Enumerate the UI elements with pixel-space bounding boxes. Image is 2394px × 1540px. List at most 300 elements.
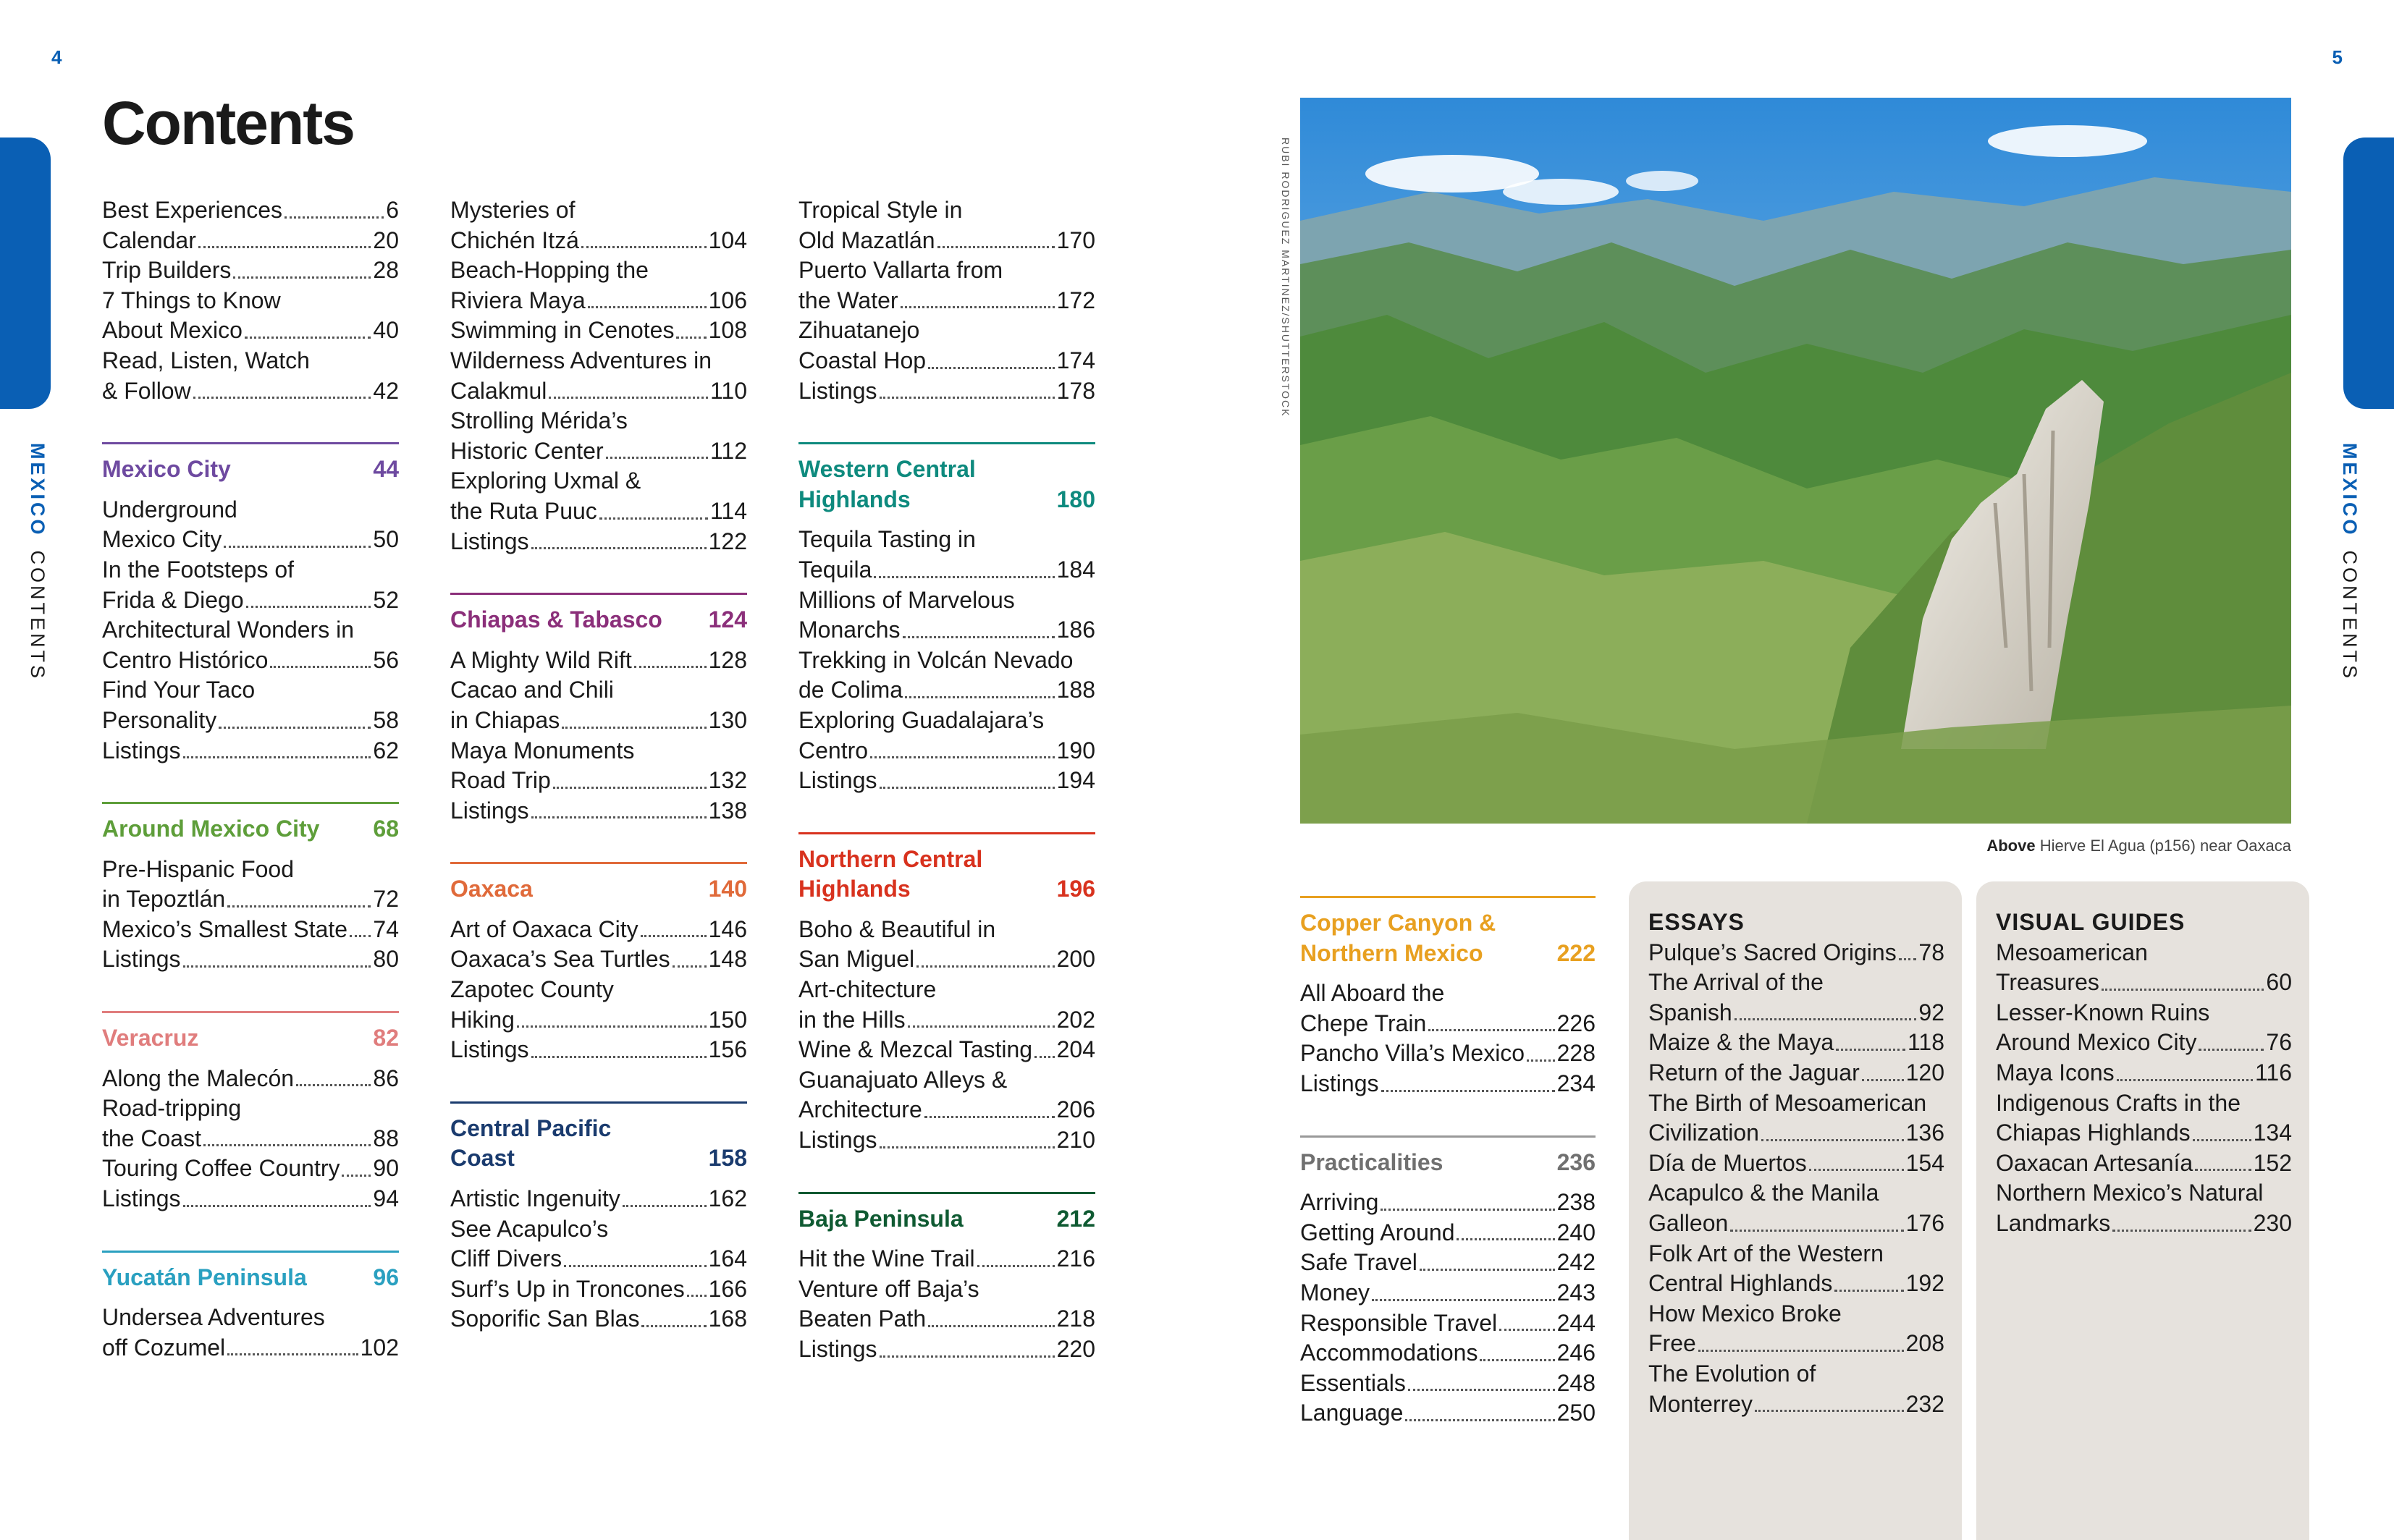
toc-entry-line: Mesoamerican	[1996, 939, 2148, 965]
side-running-head-left: MEXICOCONTENTS	[27, 443, 49, 682]
toc-entry-title: Essentials	[1300, 1369, 1406, 1396]
toc-entry-page: 192	[1905, 1270, 1944, 1297]
toc-entry-line: Underground	[102, 496, 237, 522]
toc-entry-list	[450, 1184, 747, 1334]
section-heading[interactable]: Chiapas & Tabasco 124	[450, 606, 747, 633]
toc-entry[interactable]	[102, 1154, 399, 1184]
toc-entry-page: 78	[1918, 939, 1944, 965]
toc-entry[interactable]	[102, 195, 399, 226]
toc-entry[interactable]	[798, 376, 1095, 407]
toc-entry[interactable]	[1300, 1248, 1596, 1278]
toc-entry-title: Pancho Villa’s Mexico	[1300, 1040, 1525, 1067]
section-copper-canyon	[1300, 896, 1596, 1099]
toc-entry-title: Listings	[102, 737, 181, 763]
toc-entry[interactable]	[450, 1244, 747, 1274]
toc-entry[interactable]	[102, 1064, 399, 1094]
section-heading[interactable]: Mexico City 44	[102, 456, 399, 483]
toc-entry-title: Money	[1300, 1279, 1370, 1306]
toc-entry[interactable]	[798, 1095, 1095, 1125]
toc-entry-page: 102	[360, 1334, 399, 1361]
dot-leader	[588, 306, 707, 308]
toc-entry[interactable]	[102, 706, 399, 736]
toc-entry-title: off Cozumel	[102, 1334, 226, 1361]
toc-entry-page: 186	[1056, 617, 1095, 643]
dot-leader	[1730, 1230, 1903, 1232]
toc-entry[interactable]	[102, 255, 399, 286]
dot-leader	[1034, 1056, 1055, 1058]
toc-entry-title: Chichén Itzá	[450, 227, 579, 253]
toc-entry-title: Oaxaca’s Sea Turtles	[450, 946, 670, 973]
toc-entry[interactable]	[1648, 998, 1944, 1028]
toc-entry-page: 244	[1556, 1309, 1596, 1336]
toc-entry-title: Road Trip	[450, 767, 551, 794]
dot-leader	[687, 1295, 707, 1297]
toc-entry[interactable]	[1300, 1278, 1596, 1308]
toc-entry-title: Listings	[798, 1127, 877, 1154]
dot-leader	[880, 1146, 1055, 1148]
dot-leader	[562, 727, 706, 729]
toc-entry-title: Landmarks	[1996, 1209, 2111, 1236]
toc-entry[interactable]	[102, 376, 399, 407]
toc-entry-title: Architecture	[798, 1096, 922, 1123]
toc-entry-page: 234	[1556, 1070, 1596, 1096]
toc-entry-page: 104	[708, 227, 747, 253]
toc-column-1	[102, 195, 399, 1363]
toc-entry[interactable]	[1300, 1038, 1596, 1069]
toc-entry-page: 184	[1056, 556, 1095, 583]
toc-entry-page: 138	[708, 797, 747, 824]
toc-entry[interactable]	[1300, 1308, 1596, 1339]
toc-entry[interactable]	[1300, 1218, 1596, 1248]
dot-leader	[183, 756, 371, 758]
toc-entry-title: Best Experiences	[102, 197, 283, 223]
toc-entry-title: Around Mexico City	[1996, 1029, 2197, 1056]
toc-entry-title: Galleon	[1648, 1209, 1729, 1236]
toc-entry[interactable]	[798, 615, 1095, 646]
toc-entry[interactable]	[450, 915, 747, 945]
toc-entry-title: Wine & Mezcal Tasting	[798, 1036, 1033, 1063]
toc-entry-page: 166	[708, 1275, 747, 1302]
toc-entry-title: in Tepoztlán	[102, 886, 226, 913]
dot-leader	[928, 367, 1055, 369]
toc-entry[interactable]	[102, 736, 399, 766]
dot-leader	[928, 1325, 1054, 1327]
toc-entry[interactable]	[1300, 1338, 1596, 1368]
toc-entry[interactable]	[450, 286, 747, 316]
toc-entry-line: Lesser-Known Ruins	[1996, 999, 2210, 1025]
toc-entry-page: 216	[1056, 1245, 1095, 1272]
section-baja-peninsula	[798, 1192, 1095, 1365]
toc-entry[interactable]	[102, 1333, 399, 1363]
toc-entry-page: 194	[1056, 767, 1095, 794]
toc-entry[interactable]	[450, 226, 747, 256]
toc-entry-title: Swimming in Cenotes	[450, 317, 675, 344]
toc-entry-title: Monterrey	[1648, 1390, 1753, 1417]
toc-entry-title: & Follow	[102, 377, 191, 404]
toc-entry-page: 90	[373, 1155, 399, 1182]
dot-leader	[1862, 1079, 1904, 1081]
dot-leader	[517, 1025, 707, 1028]
toc-entry-line: The Birth of Mesoamerican	[1648, 1089, 1927, 1116]
toc-entry[interactable]	[450, 944, 747, 975]
dot-leader	[676, 337, 706, 339]
toc-entry-page: 134	[2253, 1120, 2292, 1146]
toc-entry-line: Mysteries of	[450, 197, 576, 223]
toc-entry-line: Pre-Hispanic Food	[102, 855, 294, 882]
dot-leader	[1834, 1290, 1903, 1292]
dot-leader	[1420, 1269, 1555, 1271]
section-practicalities	[1300, 1135, 1596, 1429]
section-yucatan-peninsula	[102, 1251, 399, 1363]
dot-leader	[880, 787, 1055, 789]
toc-entry[interactable]	[1300, 1398, 1596, 1429]
toc-entry[interactable]	[798, 1334, 1095, 1365]
dot-leader	[342, 1175, 371, 1177]
dot-leader	[908, 1025, 1055, 1028]
dot-leader	[549, 397, 708, 399]
toc-entry-line: The Evolution of	[1648, 1360, 1816, 1387]
toc-entry[interactable]	[798, 1304, 1095, 1334]
toc-entry-title: Día de Muertos	[1648, 1149, 1807, 1176]
toc-entry-title: Listings	[798, 377, 877, 404]
section-oaxaca	[450, 862, 747, 1065]
toc-entry-line: Zihuatanejo	[798, 317, 920, 344]
toc-entry[interactable]	[102, 525, 399, 555]
toc-entry[interactable]	[450, 1035, 747, 1065]
toc-entry[interactable]	[1300, 1009, 1596, 1039]
toc-entry-page: 112	[709, 437, 747, 464]
dot-leader	[219, 727, 371, 729]
section-heading[interactable]: Western Central Highlands 180	[798, 456, 1095, 512]
toc-entry-list	[798, 1244, 1095, 1364]
toc-entry-line: Tequila Tasting in	[798, 526, 976, 553]
toc-entry[interactable]	[798, 1125, 1095, 1156]
toc-entry-page: 40	[373, 317, 399, 344]
toc-entry-page: 106	[708, 287, 747, 313]
toc-entry[interactable]	[1996, 1209, 2292, 1239]
toc-entry-title: Language	[1300, 1400, 1404, 1426]
toc-entry[interactable]	[102, 884, 399, 915]
toc-entry-line: The Arrival of the	[1648, 969, 1824, 996]
toc-entry[interactable]	[450, 316, 747, 346]
toc-entry[interactable]	[798, 1035, 1095, 1065]
toc-entry-title: in the Hills	[798, 1006, 906, 1033]
toc-entry-title: Pulque’s Sacred Origins	[1648, 939, 1897, 965]
toc-entry[interactable]	[798, 944, 1095, 975]
toc-entry[interactable]	[1648, 1148, 1944, 1179]
toc-entry-page: 220	[1056, 1336, 1095, 1362]
dot-leader	[599, 517, 708, 520]
toc-entry-page: 178	[1056, 377, 1095, 404]
toc-entry-title: Trip Builders	[102, 257, 232, 284]
toc-entry-title: Arriving	[1300, 1189, 1379, 1216]
toc-entry-page: 226	[1556, 1010, 1596, 1036]
toc-entry[interactable]	[450, 646, 747, 676]
toc-entry-list	[1996, 938, 2292, 1239]
toc-entry[interactable]	[1996, 1118, 2292, 1148]
toc-column-2	[450, 195, 747, 1334]
toc-entry-title: Listings	[798, 1336, 877, 1362]
toc-entry-title: Mexico City	[102, 526, 222, 553]
toc-entry-list	[102, 495, 399, 766]
toc-entry[interactable]	[1300, 1069, 1596, 1099]
dot-leader	[641, 935, 707, 937]
toc-entry[interactable]	[798, 675, 1095, 706]
dot-leader	[1527, 1059, 1555, 1062]
dot-leader	[245, 337, 371, 339]
section-northern-central-highlands	[798, 832, 1095, 1156]
dot-leader	[227, 905, 371, 908]
toc-entry-page: 188	[1056, 677, 1095, 703]
toc-entry[interactable]	[1648, 1389, 1944, 1420]
dot-leader	[1809, 1169, 1904, 1171]
toc-entry-list	[798, 195, 1095, 406]
photo-credit: RUBI RODRIGUEZ MARTINEZ/SHUTTERSTOCK	[1280, 138, 1291, 418]
toc-entry-title: Listings	[102, 1185, 181, 1212]
toc-entry[interactable]	[450, 376, 747, 407]
section-heading[interactable]: Practicalities 236	[1300, 1148, 1596, 1175]
toc-entry-page: 164	[708, 1245, 747, 1272]
toc-entry-title: Getting Around	[1300, 1219, 1455, 1245]
section-heading[interactable]: Around Mexico City 68	[102, 816, 399, 842]
toc-entry-title: A Mighty Wild Rift	[450, 646, 632, 673]
section-heading[interactable]: Oaxaca 140	[450, 876, 747, 902]
dot-leader	[531, 1056, 707, 1058]
toc-entry-page: 6	[386, 197, 399, 223]
toc-entry-title: Listings	[450, 528, 529, 554]
toc-entry[interactable]	[450, 496, 747, 527]
toc-entry-title: Calakmul	[450, 377, 547, 404]
toc-column-4	[1300, 860, 1596, 1429]
toc-entry-page: 86	[373, 1065, 399, 1091]
toc-entry[interactable]	[102, 915, 399, 945]
toc-entry-title: Return of the Jaguar	[1648, 1059, 1860, 1086]
toc-entry[interactable]	[450, 1005, 747, 1036]
toc-entry-title: Listings	[1300, 1070, 1379, 1096]
dot-leader	[874, 576, 1054, 578]
toc-entry[interactable]	[798, 1244, 1095, 1274]
essays-title: ESSAYS	[1648, 909, 1745, 935]
dot-leader	[1428, 1029, 1554, 1031]
toc-entry-title: Coastal Hop	[798, 347, 927, 373]
dot-leader	[623, 1205, 707, 1207]
visual-guides-title: VISUAL GUIDES	[1996, 909, 2186, 935]
toc-entry-page: 230	[2253, 1209, 2292, 1236]
section-heading[interactable]: Central Pacific Coast 158	[450, 1114, 747, 1172]
toc-entry-line: Trekking in Volcán Nevado	[798, 646, 1074, 673]
toc-entry-page: 154	[1905, 1149, 1944, 1176]
toc-entry[interactable]	[1648, 1329, 1944, 1359]
page-title: Contents	[102, 89, 354, 157]
toc-entry[interactable]	[102, 944, 399, 975]
toc-entry-page: 52	[373, 586, 399, 613]
toc-entry[interactable]	[450, 1274, 747, 1305]
dot-leader	[1381, 1209, 1554, 1211]
toc-entry[interactable]	[450, 1184, 747, 1214]
toc-entry[interactable]	[102, 316, 399, 346]
toc-entry-list	[1300, 978, 1596, 1099]
toc-entry-page: 120	[1905, 1059, 1944, 1086]
dot-leader	[634, 666, 707, 668]
section-heading[interactable]: Baja Peninsula 212	[798, 1205, 1095, 1232]
toc-entry[interactable]	[1996, 1028, 2292, 1058]
toc-entry[interactable]	[102, 1184, 399, 1214]
dot-leader	[564, 1265, 707, 1267]
dot-leader	[227, 1353, 358, 1355]
toc-entry-page: 50	[373, 526, 399, 553]
toc-entry-title: Touring Coffee Country	[102, 1155, 340, 1182]
toc-entry-title: Listings	[450, 797, 529, 824]
toc-entry-page: 74	[373, 915, 399, 942]
dot-leader	[1698, 1350, 1904, 1352]
toc-entry-page: 204	[1056, 1036, 1095, 1063]
toc-entry[interactable]	[798, 736, 1095, 766]
toc-entry-page: 108	[708, 317, 747, 344]
visual-guides-box	[1976, 881, 2309, 1540]
toc-entry-list	[102, 195, 399, 406]
toc-entry-line: 7 Things to Know	[102, 287, 281, 313]
toc-entry-page: 176	[1905, 1209, 1944, 1236]
dot-leader	[350, 935, 371, 937]
toc-entry[interactable]	[1996, 968, 2292, 998]
toc-entry[interactable]	[1300, 1188, 1596, 1218]
toc-entry-line: Puerto Vallarta from	[798, 257, 1003, 284]
dot-leader	[1735, 1018, 1917, 1020]
toc-entry-list	[798, 915, 1095, 1156]
toc-entry-line: Millions of Marvelous	[798, 586, 1015, 613]
section-heading[interactable]: Yucatán Peninsula 96	[102, 1264, 399, 1290]
toc-entry-line: Boho & Beautiful in	[798, 915, 996, 942]
toc-entry-page: 128	[708, 646, 747, 673]
dot-leader	[531, 547, 707, 549]
toc-entry-page: 202	[1056, 1006, 1095, 1033]
side-running-head-right: MEXICOCONTENTS	[2339, 443, 2361, 682]
toc-entry[interactable]	[798, 555, 1095, 585]
toc-entry-page: 228	[1556, 1040, 1596, 1067]
toc-entry[interactable]	[1648, 1028, 1944, 1058]
toc-entry-list	[102, 1064, 399, 1214]
toc-entry-page: 246	[1556, 1340, 1596, 1366]
toc-entry[interactable]	[798, 1005, 1095, 1036]
toc-entry-list	[450, 195, 747, 557]
toc-entry[interactable]	[450, 796, 747, 826]
toc-entry[interactable]	[798, 226, 1095, 256]
toc-entry[interactable]	[1648, 1058, 1944, 1088]
toc-entry-title: Hit the Wine Trail	[798, 1245, 975, 1272]
dot-leader	[553, 787, 707, 789]
toc-entry-title: Calendar	[102, 227, 196, 253]
toc-entry[interactable]	[798, 346, 1095, 376]
toc-entry-list	[1648, 938, 1944, 1420]
dot-leader	[233, 276, 371, 279]
dot-leader	[937, 246, 1055, 248]
toc-entry[interactable]	[450, 766, 747, 796]
toc-entry-page: 80	[373, 946, 399, 973]
toc-entry-list	[1300, 1188, 1596, 1429]
dot-leader	[606, 457, 708, 459]
toc-entry-page: 56	[373, 646, 399, 673]
toc-entry-title: Oaxacan Artesanía	[1996, 1149, 2193, 1176]
toc-entry-page: 240	[1556, 1219, 1596, 1245]
toc-entry-title: Artistic Ingenuity	[450, 1185, 620, 1212]
toc-entry-page: 150	[708, 1006, 747, 1033]
toc-entry-title: Tequila	[798, 556, 872, 583]
dot-leader	[1836, 1049, 1905, 1051]
toc-entry-page: 156	[708, 1036, 747, 1063]
toc-entry[interactable]	[1648, 938, 1944, 968]
toc-entry-line: Read, Listen, Watch	[102, 347, 310, 373]
toc-entry-page: 58	[373, 706, 399, 733]
toc-entry-line: Northern Mexico’s Natural	[1996, 1180, 2264, 1206]
toc-entry[interactable]	[102, 646, 399, 676]
toc-entry-page: 72	[373, 886, 399, 913]
toc-entry[interactable]	[798, 766, 1095, 796]
toc-entry[interactable]	[1996, 1148, 2292, 1179]
toc-column-3	[798, 195, 1095, 1365]
section-heading[interactable]: Copper Canyon & Northern Mexico 222	[1300, 910, 1596, 966]
right-edge-tab	[2343, 138, 2394, 409]
section-heading[interactable]: Veracruz 82	[102, 1025, 399, 1052]
section-heading[interactable]: Northern Central Highlands 196	[798, 845, 1095, 902]
toc-entry[interactable]	[450, 527, 747, 557]
toc-entry-list	[798, 525, 1095, 795]
dot-leader	[1755, 1410, 1904, 1412]
dot-leader	[246, 606, 371, 608]
toc-entry-page: 62	[373, 737, 399, 763]
toc-entry[interactable]	[1648, 1118, 1944, 1148]
dot-leader	[1761, 1139, 1904, 1141]
toc-entry[interactable]	[1648, 1269, 1944, 1299]
toc-entry-title: Along the Malecón	[102, 1065, 295, 1091]
dot-leader	[183, 965, 371, 968]
toc-entry-title: the Ruta Puuc	[450, 497, 597, 524]
toc-entry-line: Exploring Uxmal &	[450, 468, 641, 494]
toc-entry-page: 206	[1056, 1096, 1095, 1123]
toc-entry[interactable]	[450, 706, 747, 736]
dot-leader	[531, 816, 707, 818]
dot-leader	[1372, 1299, 1555, 1301]
toc-entry-page: 122	[708, 528, 747, 554]
toc-entry[interactable]	[102, 585, 399, 616]
toc-entry-title: Soporific San Blas	[450, 1306, 640, 1332]
toc-entry-page: 148	[708, 946, 747, 973]
toc-entry[interactable]	[102, 226, 399, 256]
toc-entry[interactable]	[1300, 1368, 1596, 1399]
toc-entry-line: How Mexico Broke	[1648, 1300, 1842, 1327]
toc-entry[interactable]	[102, 1124, 399, 1154]
toc-entry[interactable]	[450, 1304, 747, 1334]
toc-entry-page: 146	[708, 915, 747, 942]
dot-leader	[2193, 1139, 2251, 1141]
section-veracruz	[102, 1011, 399, 1214]
toc-entry-page: 248	[1556, 1369, 1596, 1396]
toc-entry-page: 114	[709, 497, 747, 524]
toc-entry-line: Exploring Guadalajara’s	[798, 706, 1045, 733]
photo-caption: Above Hierve El Agua (p156) near Oaxaca	[1986, 837, 2291, 855]
dot-leader	[2102, 989, 2264, 991]
toc-entry-page: 130	[708, 706, 747, 733]
toc-entry-line: Acapulco & the Manila	[1648, 1180, 1879, 1206]
toc-entry-page: 110	[709, 377, 747, 404]
toc-entry[interactable]	[1648, 1209, 1944, 1239]
toc-entry-line: Strolling Mérida’s	[450, 407, 628, 434]
toc-entry[interactable]	[1996, 1058, 2292, 1088]
toc-entry[interactable]	[450, 436, 747, 467]
section-western-central-highlands	[798, 442, 1095, 796]
toc-entry[interactable]	[798, 286, 1095, 316]
toc-entry-title: Hiking	[450, 1006, 515, 1033]
toc-entry-page: 243	[1556, 1279, 1596, 1306]
